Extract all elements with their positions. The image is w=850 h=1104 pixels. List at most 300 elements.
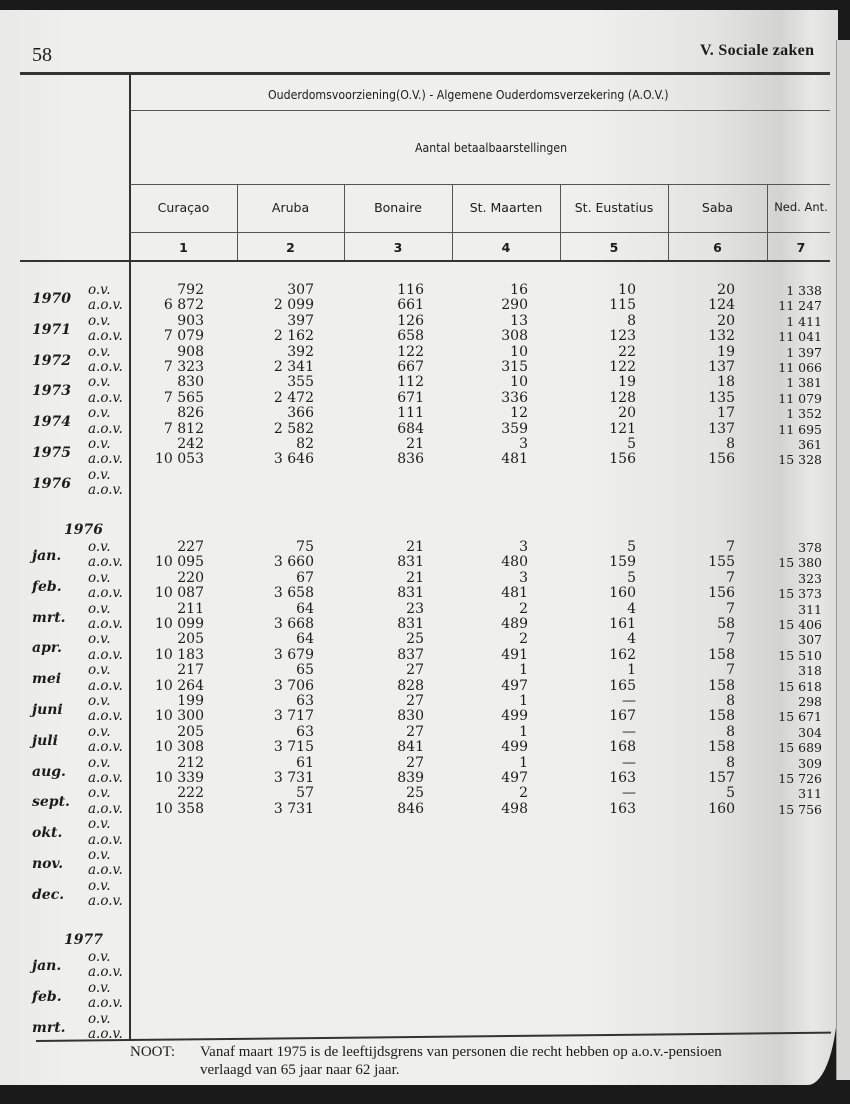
table-cell: 205	[177, 723, 204, 740]
period-label: jan.	[32, 548, 62, 564]
table-cell: 126	[397, 312, 424, 329]
table-row	[0, 663, 850, 679]
table-row	[0, 894, 850, 910]
table-row	[0, 632, 850, 648]
period-label: jan.	[32, 958, 62, 974]
table-cell: 2	[519, 600, 528, 617]
table-cell: 8	[726, 693, 735, 709]
table-cell: 21	[406, 539, 424, 555]
table-cell: 167	[609, 708, 636, 725]
table-cell: 3 658	[273, 585, 314, 602]
table-title: Ouderdomsvoorziening(O.V.) - Algemene Ouderdomsverzekering (A.O.V.)	[268, 87, 669, 102]
table-row	[0, 648, 850, 664]
row-type-label: a.o.v.	[88, 1026, 123, 1042]
row-type-label: o.v.	[88, 754, 111, 771]
table-cell: 137	[708, 420, 735, 437]
table-cell: 11 041	[778, 329, 822, 345]
header-bottom-rule	[20, 260, 830, 262]
table-cell: 242	[177, 436, 204, 452]
table-row	[0, 391, 850, 407]
col-number: 1	[179, 240, 188, 255]
table-cell: —	[622, 754, 636, 771]
table-cell: 61	[296, 754, 314, 771]
footnote-text: Vanaf maart 1975 is de leeftijdsgrens van personen die recht hebben op a.o.v.-pensioen verlaagd van 65 jaar naar 62 jaar.	[200, 1044, 722, 1078]
table-cell: 222	[177, 785, 204, 802]
period-label: 1974	[32, 414, 71, 431]
col-header-bonaire: Bonaire	[374, 200, 422, 215]
table-row	[0, 329, 850, 345]
table-cell: 1 352	[786, 406, 822, 422]
table-cell: 122	[609, 359, 636, 375]
table-cell: 163	[609, 800, 636, 817]
table-cell: 837	[397, 646, 424, 663]
table-cell: 392	[287, 343, 314, 360]
table-cell: 3 715	[273, 739, 314, 756]
table-cell: 3	[519, 436, 528, 452]
table-cell: 361	[798, 437, 822, 452]
table-cell: 160	[609, 585, 636, 602]
table-cell: 27	[406, 754, 424, 771]
table-cell: 156	[708, 585, 735, 602]
table-cell: 10	[510, 343, 528, 360]
table-cell: 355	[287, 374, 314, 391]
table-cell: 309	[798, 755, 822, 771]
table-cell: 480	[501, 554, 528, 571]
table-cell: 3	[519, 539, 528, 555]
table-cell: 378	[798, 540, 822, 555]
table-row	[0, 771, 850, 787]
row-type-label: o.v.	[88, 723, 111, 740]
table-cell: 20	[618, 405, 636, 422]
row-type-label: a.o.v.	[88, 451, 123, 468]
table-cell: 497	[501, 677, 528, 694]
period-label: 1976	[32, 475, 71, 492]
year-label-1976: 1976	[64, 522, 103, 538]
table-cell: 661	[397, 297, 424, 314]
table-cell: 336	[501, 389, 528, 406]
period-label: okt.	[32, 825, 63, 842]
table-cell: 15 726	[778, 771, 822, 786]
table-cell: 658	[397, 328, 424, 345]
row-type-label: o.v.	[88, 1010, 111, 1027]
table-row	[0, 694, 850, 710]
table-cell: 2 099	[273, 297, 314, 314]
table-cell: 792	[177, 282, 204, 298]
table-cell: 499	[501, 708, 528, 725]
table-cell: 82	[296, 436, 314, 452]
row-type-label: o.v.	[88, 405, 111, 422]
table-cell: 6 872	[163, 297, 204, 314]
row-type-label: a.o.v.	[88, 770, 123, 786]
col-header-aruba: Aruba	[271, 200, 310, 215]
col-header-st-maarten: St. Maarten	[469, 200, 543, 215]
row-type-label: o.v.	[88, 662, 111, 679]
table-cell: 220	[177, 569, 204, 586]
col-number: 7	[796, 240, 806, 255]
table-cell: 10 308	[155, 739, 204, 756]
table-cell: 22	[618, 343, 636, 360]
table-cell: 667	[397, 359, 424, 375]
table-cell: 58	[717, 616, 735, 632]
table-cell: 10 358	[155, 800, 204, 817]
table-cell: 908	[177, 343, 204, 360]
table-cell: 21	[406, 569, 424, 586]
table-cell: 10 053	[155, 451, 204, 468]
colhdr-rule	[130, 232, 830, 233]
row-type-label: o.v.	[88, 466, 111, 483]
table-cell: 8	[726, 436, 735, 452]
table-cell: 836	[397, 451, 424, 468]
table-cell: 4	[627, 600, 636, 617]
row-type-label: o.v.	[88, 600, 111, 617]
col-number: 4	[501, 240, 511, 255]
col-number: 6	[713, 240, 722, 255]
table-cell: 15 380	[778, 555, 822, 571]
table-cell: 10 339	[155, 770, 204, 786]
table-cell: 7 079	[163, 328, 204, 345]
table-cell: 2 341	[273, 359, 314, 375]
table-cell: 124	[708, 297, 735, 314]
row-type-label: a.o.v.	[88, 708, 123, 725]
table-cell: 2	[519, 631, 528, 648]
table-row	[0, 555, 850, 571]
table-row	[0, 437, 850, 453]
table-cell: 16	[510, 282, 528, 298]
row-type-label: a.o.v.	[88, 616, 123, 632]
table-cell: 298	[798, 694, 822, 709]
row-type-label: a.o.v.	[88, 831, 123, 848]
table-cell: 1	[627, 662, 636, 679]
table-row	[0, 571, 850, 587]
table-cell: 155	[708, 554, 735, 571]
table-row	[0, 298, 850, 314]
table-cell: 1	[519, 723, 528, 740]
running-head: V. Sociale zaken	[700, 42, 815, 59]
table-row	[0, 740, 850, 756]
row-type-label: o.v.	[88, 847, 111, 863]
table-cell: 7	[726, 631, 735, 648]
table-cell: 132	[708, 328, 735, 345]
table-row	[0, 345, 850, 361]
table-cell: 1 338	[786, 283, 822, 298]
row-type-label: o.v.	[88, 785, 111, 802]
table-cell: 10	[510, 374, 528, 391]
table-cell: 25	[406, 785, 424, 802]
table-cell: 3 668	[273, 616, 314, 632]
table-cell: 2 582	[273, 420, 314, 437]
table-cell: 7	[726, 600, 735, 617]
period-label: dec.	[32, 886, 65, 903]
table-cell: 165	[609, 677, 636, 694]
col-header-saba: Saba	[701, 200, 734, 215]
table-cell: 7	[726, 569, 735, 586]
table-cell: 17	[717, 405, 735, 422]
table-row	[0, 468, 850, 484]
table-cell: 19	[717, 343, 735, 360]
period-label: 1970	[32, 291, 71, 307]
row-type-label: a.o.v.	[88, 585, 123, 602]
table-cell: 111	[397, 405, 424, 422]
table-cell: 10 095	[155, 554, 204, 571]
table-cell: 3 646	[273, 451, 314, 468]
table-cell: 826	[177, 405, 204, 422]
table-row	[0, 586, 850, 602]
period-label: aug.	[32, 763, 66, 780]
table-row	[0, 863, 850, 879]
table-cell: 308	[501, 328, 528, 345]
table-cell: 323	[798, 570, 822, 586]
row-type-label: o.v.	[88, 436, 111, 452]
row-type-label: o.v.	[88, 949, 111, 965]
subtitle-rule	[130, 184, 830, 185]
table-cell: 10 300	[155, 708, 204, 725]
row-type-label: a.o.v.	[88, 420, 123, 437]
table-cell: 831	[397, 554, 424, 571]
table-row	[0, 540, 850, 556]
row-type-label: a.o.v.	[88, 646, 123, 663]
table-cell: 13	[510, 312, 528, 329]
table-cell: 65	[296, 662, 314, 679]
row-type-label: a.o.v.	[88, 297, 123, 314]
table-row	[0, 996, 850, 1012]
table-cell: 3 717	[273, 708, 314, 725]
table-row	[0, 756, 850, 772]
table-cell: 366	[287, 405, 314, 422]
table-cell: 290	[501, 297, 528, 314]
row-type-label: o.v.	[88, 374, 111, 391]
period-label: feb.	[32, 988, 62, 1005]
row-type-label: a.o.v.	[88, 995, 123, 1012]
table-cell: 15 406	[778, 617, 822, 632]
table-cell: 156	[609, 451, 636, 468]
row-type-label: o.v.	[88, 693, 111, 709]
table-row	[0, 950, 850, 966]
col-header-curacao: Curaçao	[157, 200, 210, 215]
table-cell: 159	[609, 554, 636, 571]
table-cell: 3 731	[273, 800, 314, 817]
table-cell: 121	[609, 420, 636, 437]
table-row	[0, 802, 850, 818]
table-cell: —	[622, 785, 636, 802]
period-label: juni	[32, 702, 63, 718]
top-rule	[20, 72, 830, 75]
table-cell: 15 689	[778, 740, 822, 756]
table-cell: 830	[177, 374, 204, 391]
col-header-ned-ant: Ned. Ant.	[774, 200, 828, 214]
table-cell: 311	[798, 601, 822, 617]
table-cell: 25	[406, 631, 424, 648]
table-row	[0, 1012, 850, 1028]
table-cell: 27	[406, 723, 424, 740]
row-type-label: a.o.v.	[88, 893, 123, 910]
table-cell: 671	[397, 389, 424, 406]
table-cell: 1	[519, 662, 528, 679]
year-label-1977: 1977	[64, 932, 103, 948]
table-cell: 63	[296, 723, 314, 740]
table-cell: 157	[708, 770, 735, 786]
table-cell: 5	[627, 539, 636, 555]
table-cell: 168	[609, 739, 636, 756]
table-cell: 7 812	[163, 420, 204, 437]
table-cell: 10 264	[155, 677, 204, 694]
table-cell: 163	[609, 770, 636, 786]
table-cell: 831	[397, 616, 424, 632]
table-cell: 684	[397, 420, 424, 437]
table-cell: 116	[397, 282, 424, 298]
row-type-label: o.v.	[88, 282, 111, 298]
table-cell: 307	[287, 282, 314, 298]
table-cell: 67	[296, 569, 314, 586]
table-cell: 497	[501, 770, 528, 786]
row-type-label: a.o.v.	[88, 328, 123, 345]
table-cell: 20	[717, 312, 735, 329]
table-row	[0, 483, 850, 499]
table-cell: 21	[406, 436, 424, 452]
table-row	[0, 981, 850, 997]
row-type-label: a.o.v.	[88, 359, 123, 375]
table-cell: 481	[501, 585, 528, 602]
table-cell: 7 565	[163, 389, 204, 406]
table-cell: 27	[406, 693, 424, 709]
table-cell: 3 731	[273, 770, 314, 786]
period-label: 1973	[32, 383, 71, 400]
row-type-label: o.v.	[88, 816, 111, 833]
table-row	[0, 786, 850, 802]
table-cell: 115	[609, 297, 636, 314]
table-cell: 11 079	[778, 390, 822, 406]
table-cell: 4	[627, 631, 636, 648]
table-row	[0, 879, 850, 895]
table-cell: 5	[726, 785, 735, 802]
table-cell: 7	[726, 539, 735, 555]
row-type-label: o.v.	[88, 979, 111, 996]
table-cell: 3	[519, 569, 528, 586]
table-cell: 128	[609, 389, 636, 406]
table-cell: 10	[618, 282, 636, 298]
table-cell: 841	[397, 739, 424, 756]
table-cell: 161	[609, 616, 636, 632]
table-cell: 10 099	[155, 616, 204, 632]
table-row	[0, 360, 850, 376]
period-label: nov.	[32, 856, 64, 872]
table-cell: 135	[708, 389, 735, 406]
row-type-label: a.o.v.	[88, 862, 123, 879]
row-type-label: o.v.	[88, 877, 111, 894]
period-label: 1972	[32, 352, 71, 369]
table-row	[0, 848, 850, 864]
table-cell: 11 066	[778, 360, 822, 375]
table-row	[0, 406, 850, 422]
period-label: mrt.	[32, 1019, 66, 1036]
col-number: 5	[609, 240, 619, 255]
period-label: mrt.	[32, 609, 66, 626]
table-cell: 491	[501, 646, 528, 663]
row-type-label: a.o.v.	[88, 482, 123, 499]
table-cell: 315	[501, 359, 528, 375]
table-cell: 112	[397, 374, 424, 391]
table-cell: 311	[798, 786, 822, 802]
table-cell: 10 183	[155, 646, 204, 663]
col-number: 3	[393, 240, 403, 255]
table-cell: 11 695	[778, 421, 822, 437]
page-number: 58	[32, 44, 52, 66]
table-cell: 158	[708, 739, 735, 756]
period-label: sept.	[32, 794, 70, 811]
table-cell: 7	[726, 662, 735, 679]
col-header-st-eustatius: St. Eustatius	[574, 200, 654, 215]
table-cell: 15 510	[778, 647, 822, 663]
table-cell: 1	[519, 754, 528, 771]
col-number: 2	[286, 240, 295, 255]
period-label: juli	[32, 732, 58, 749]
table-cell: 1 381	[786, 375, 822, 391]
table-cell: 217	[177, 662, 204, 679]
row-type-label: a.o.v.	[88, 800, 123, 817]
table-cell: 156	[708, 451, 735, 468]
row-type-label: a.o.v.	[88, 677, 123, 694]
table-row	[0, 679, 850, 695]
table-row	[0, 283, 850, 299]
table-cell: 489	[501, 616, 528, 632]
table-row	[0, 725, 850, 741]
table-cell: 8	[726, 754, 735, 771]
table-cell: 15 756	[778, 801, 822, 817]
table-cell: 158	[708, 646, 735, 663]
table-cell: 199	[177, 693, 204, 709]
table-cell: 158	[708, 708, 735, 725]
table-row	[0, 314, 850, 330]
table-cell: 162	[609, 646, 636, 663]
table-row	[0, 965, 850, 981]
row-type-label: a.o.v.	[88, 554, 123, 571]
table-row	[0, 375, 850, 391]
table-cell: 3 706	[273, 677, 314, 694]
table-cell: 5	[627, 436, 636, 452]
table-cell: 227	[177, 539, 204, 555]
period-label: mei	[32, 671, 62, 688]
row-type-label: a.o.v.	[88, 389, 123, 406]
table-subtitle: Aantal betaalbaarstellingen	[415, 140, 568, 155]
table-cell: 11 247	[778, 298, 822, 314]
title-rule	[130, 110, 830, 111]
table-cell: 212	[177, 754, 204, 771]
table-row	[0, 833, 850, 849]
table-cell: 481	[501, 451, 528, 468]
table-cell: 122	[397, 343, 424, 360]
table-cell: 15 328	[778, 452, 822, 468]
table-cell: 2	[519, 785, 528, 802]
table-cell: 304	[798, 724, 822, 740]
table-cell: 8	[726, 723, 735, 740]
table-cell: 2 472	[273, 389, 314, 406]
table-cell: 15 671	[778, 709, 822, 725]
row-type-label: o.v.	[88, 569, 111, 586]
table-cell: 499	[501, 739, 528, 756]
row-type-label: o.v.	[88, 343, 111, 360]
table-cell: —	[622, 693, 636, 709]
table-cell: 8	[627, 312, 636, 329]
table-cell: 1	[519, 693, 528, 709]
table-cell: 205	[177, 631, 204, 648]
row-type-label: o.v.	[88, 539, 111, 555]
row-type-label: o.v.	[88, 312, 111, 329]
table-row	[0, 452, 850, 468]
table-cell: 158	[708, 677, 735, 694]
table-cell: 1 411	[786, 313, 822, 329]
table-cell: 3 679	[273, 646, 314, 663]
table-cell: 18	[717, 374, 735, 391]
table-cell: 307	[798, 632, 822, 648]
